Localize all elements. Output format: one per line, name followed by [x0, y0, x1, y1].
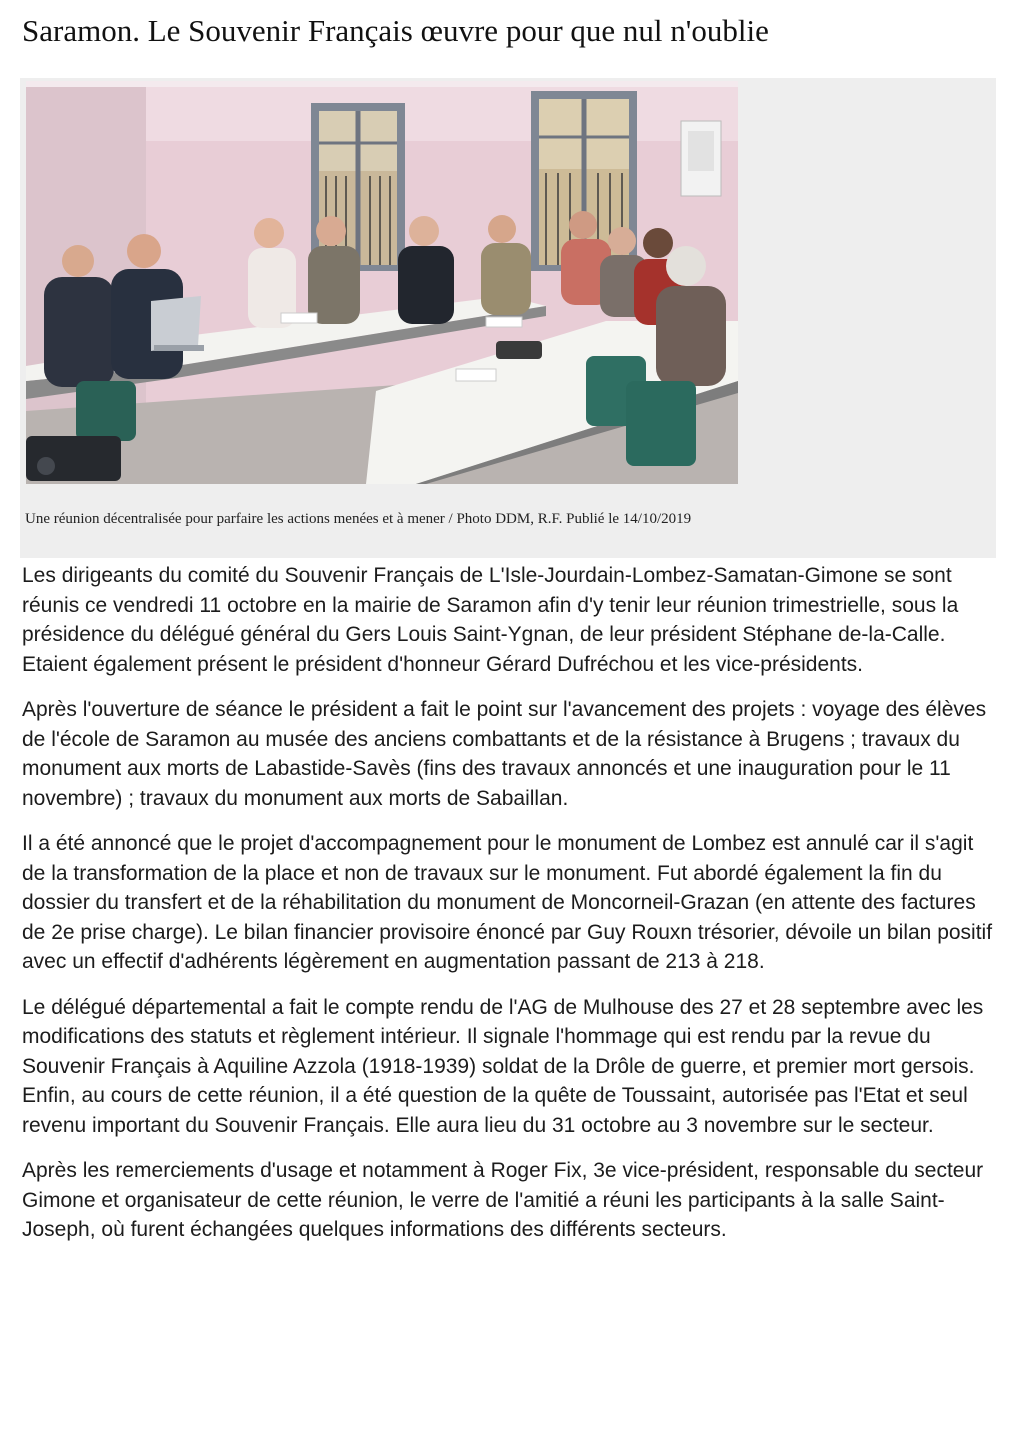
meeting-photo	[26, 81, 738, 484]
photo-caption: Une réunion décentralisée pour parfaire les actions menées et à mener / Photo DDM, R.F. Publié le 14/10/2019	[25, 511, 692, 527]
photo-figure	[20, 78, 996, 558]
article-title: Saramon. Le Souvenir Français œuvre pour que nul n'oublie	[22, 13, 769, 48]
paragraph: Il a été annoncé que le projet d'accompagnement pour le monument de Lombez est annulé car il s'agit de la transformation de la place et non de travaux sur le monument. Fut abordé également la fin du dossier du transfert et de la réhabilitation du monument de Moncorneil-Grazan (en attente des factures de 2e prise charge). Le bilan financier provisoire énoncé par Guy Rouxn trésorier, dévoile un bilan positif avec un effectif d'adhérents légèrement en augmentation passant de 213 à 218.	[22, 832, 993, 973]
article-body	[22, 561, 1002, 1261]
paragraph: Le délégué départemental a fait le compte rendu de l'AG de Mulhouse des 27 et 28 septembre avec les modifications des statuts et règlement intérieur. Il signale l'hommage qui est rendu par la revue du Souvenir Français à Aquiline Azzola (1918-1939) soldat de la Drôle de guerre, et premier mort gersois. Enfin, au cours de cette réunion, il a été question de la quête de Toussaint, autorisée pas l'Etat et seul revenu important du Souvenir Français. Elle aura lieu du 31 octobre au 3 novembre sur le secteur.	[22, 995, 984, 1137]
paragraph: Les dirigeants du comité du Souvenir Français de L'Isle-Jourdain-Lombez-Samatan-Gimone se sont réunis ce vendredi 11 octobre en la mairie de Saramon afin d'y tenir leur réunion trimestrielle, sous la présidence du délégué général du Gers Louis Saint-Ygnan, de leur président Stéphane de-la-Calle. Etaient également présent le président d'honneur Gérard Dufréchou et les vice-présidents.	[22, 564, 959, 676]
paragraph: Après l'ouverture de séance le président a fait le point sur l'avancement des projets : voyage des élèves de l'école de Saramon au musée des anciens combattants et de la résistance à Brugens ; travaux du monument aux morts de Labastide-Savès (fins des travaux annoncés et une inauguration pour le 11 novembre) ; travaux du monument aux morts de Sabaillan.	[22, 698, 987, 810]
paragraph: Après les remerciements d'usage et notamment à Roger Fix, 3e vice-président, responsable du secteur Gimone et organisateur de cette réunion, le verre de l'amitié a réuni les participants à la salle Saint- Joseph, où furent échangées quelques informations des différents secteurs.	[22, 1159, 984, 1241]
